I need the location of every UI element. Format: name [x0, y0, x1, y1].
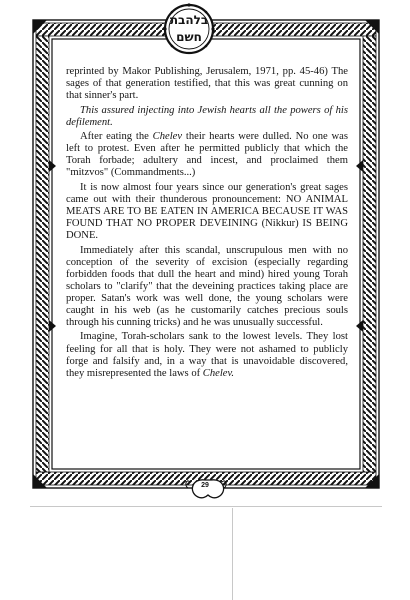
chelev-italic: Chelev [152, 131, 183, 143]
seal-text-top: בלהבת [169, 13, 209, 27]
paragraph-4: It is now almost four years since our generation's great sages came out with their thunderous pronouncement: NO ANIMAL MEATS ARE TO BE EATEN IN AMERICA BECAUSE IT WAS FOUND THAT NO PROPER DEVEINING (Nikkur) IS BEING DONE. [66, 181, 348, 242]
chelev-italic-end: Chelev. [202, 367, 235, 379]
scan-artifact-line [30, 506, 382, 507]
paragraph-3 [66, 131, 348, 179]
scan-artifact-line [232, 508, 233, 600]
paragraph-6-text: Imagine, Torah-scholars sank to the lowest levels. They lost feeling for all that is holy. They were not ashamed to publicly forge and falsify and, in a way that is unavoidable discovered, they misrepresented the laws of [66, 331, 348, 379]
paragraph-2 [66, 105, 348, 129]
paragraph-5: Immediately after this scandal, unscrupulous men with no conception of the severity of excision (especially regarding forbidden foods that dull the heart and mind) hired young Torah scholars to "clarify" that the deveining practices taking place are proper. Satan's work was well done, the young scholars were caught in his web (as he customarily catches precious souls through his cunning tricks) and he was unusually successful. [66, 244, 348, 328]
page-number: 29 [201, 482, 209, 489]
paragraph-3-text-a: After eating the [80, 131, 153, 143]
seal-text-bottom: חשם [176, 30, 202, 44]
paragraph-1: reprinted by Makor Publishing, Jerusalem, 1971, pp. 45-46) The sages of that generation testified, that this was great cunning on that sinner's part. [66, 66, 348, 102]
page-body-text [66, 66, 348, 382]
italic-text: This assured injecting into Jewish hearts all the powers of his defilement. [66, 104, 348, 128]
seal-emblem [161, 4, 217, 54]
paragraph-3-text-b: their hearts were dulled. No one was left to protest. Even after he permitted publicly that which the Torah forbade; adultery and incest, and proclaimed them "mitzvos" (Commandments...) [66, 131, 348, 179]
paragraph-6 [66, 331, 348, 379]
